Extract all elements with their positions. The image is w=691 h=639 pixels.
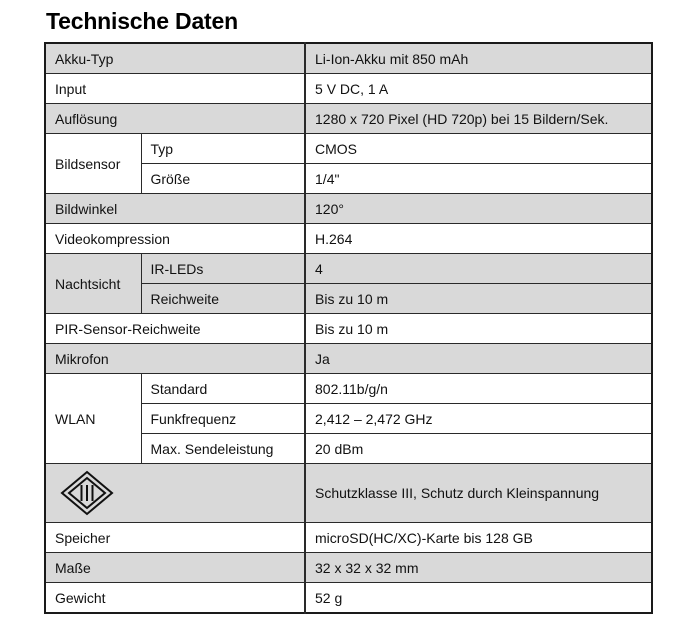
row-label: Maße <box>45 553 305 583</box>
row-symbol <box>45 464 305 523</box>
table-row-aufloesung <box>45 104 652 134</box>
row-value: Schutzklasse III, Schutz durch Kleinspannung <box>305 464 652 523</box>
table-row-nachtsicht-ir <box>45 254 652 284</box>
table-row-mikrofon <box>45 344 652 374</box>
row-value: 1280 x 720 Pixel (HD 720p) bei 15 Bildern/Sek. <box>305 104 652 134</box>
group-label-wlan: WLAN <box>45 374 141 464</box>
row-sublabel: Max. Sendeleistung <box>141 434 305 464</box>
row-value: 20 dBm <box>305 434 652 464</box>
table-row-input <box>45 74 652 104</box>
row-sublabel: Größe <box>141 164 305 194</box>
row-sublabel: Funkfrequenz <box>141 404 305 434</box>
row-label: Videokompression <box>45 224 305 254</box>
row-sublabel: IR-LEDs <box>141 254 305 284</box>
row-label: Input <box>45 74 305 104</box>
table-row-bildsensor-typ <box>45 134 652 164</box>
row-label: Gewicht <box>45 583 305 614</box>
row-value: microSD(HC/XC)-Karte bis 128 GB <box>305 523 652 553</box>
row-sublabel: Reichweite <box>141 284 305 314</box>
row-value: Ja <box>305 344 652 374</box>
table-row-pir <box>45 314 652 344</box>
protection-class-iii-icon <box>57 469 117 517</box>
spec-table <box>44 42 653 614</box>
row-label: Auflösung <box>45 104 305 134</box>
row-value: 32 x 32 x 32 mm <box>305 553 652 583</box>
row-value: H.264 <box>305 224 652 254</box>
row-value: 120° <box>305 194 652 224</box>
row-value: CMOS <box>305 134 652 164</box>
row-sublabel: Standard <box>141 374 305 404</box>
table-row-bildwinkel <box>45 194 652 224</box>
table-row-masse <box>45 553 652 583</box>
row-value: 1/4" <box>305 164 652 194</box>
row-value: 5 V DC, 1 A <box>305 74 652 104</box>
table-row-schutzklasse <box>45 464 652 523</box>
row-value: 4 <box>305 254 652 284</box>
row-label: PIR-Sensor-Reichweite <box>45 314 305 344</box>
row-sublabel: Typ <box>141 134 305 164</box>
row-value: 802.11b/g/n <box>305 374 652 404</box>
table-row-videokompression <box>45 224 652 254</box>
row-value: Bis zu 10 m <box>305 314 652 344</box>
table-row-akku-typ <box>45 43 652 74</box>
group-label-nachtsicht: Nachtsicht <box>45 254 141 314</box>
page-title: Technische Daten <box>46 8 238 34</box>
table-row-speicher <box>45 523 652 553</box>
group-label-bildsensor: Bildsensor <box>45 134 141 194</box>
row-label: Mikrofon <box>45 344 305 374</box>
row-value: 52 g <box>305 583 652 614</box>
row-value: Li-Ion-Akku mit 850 mAh <box>305 43 652 74</box>
table-row-wlan-standard <box>45 374 652 404</box>
row-label: Bildwinkel <box>45 194 305 224</box>
row-label: Akku-Typ <box>45 43 305 74</box>
table-row-gewicht <box>45 583 652 614</box>
row-value: Bis zu 10 m <box>305 284 652 314</box>
row-value: 2,412 – 2,472 GHz <box>305 404 652 434</box>
row-label: Speicher <box>45 523 305 553</box>
